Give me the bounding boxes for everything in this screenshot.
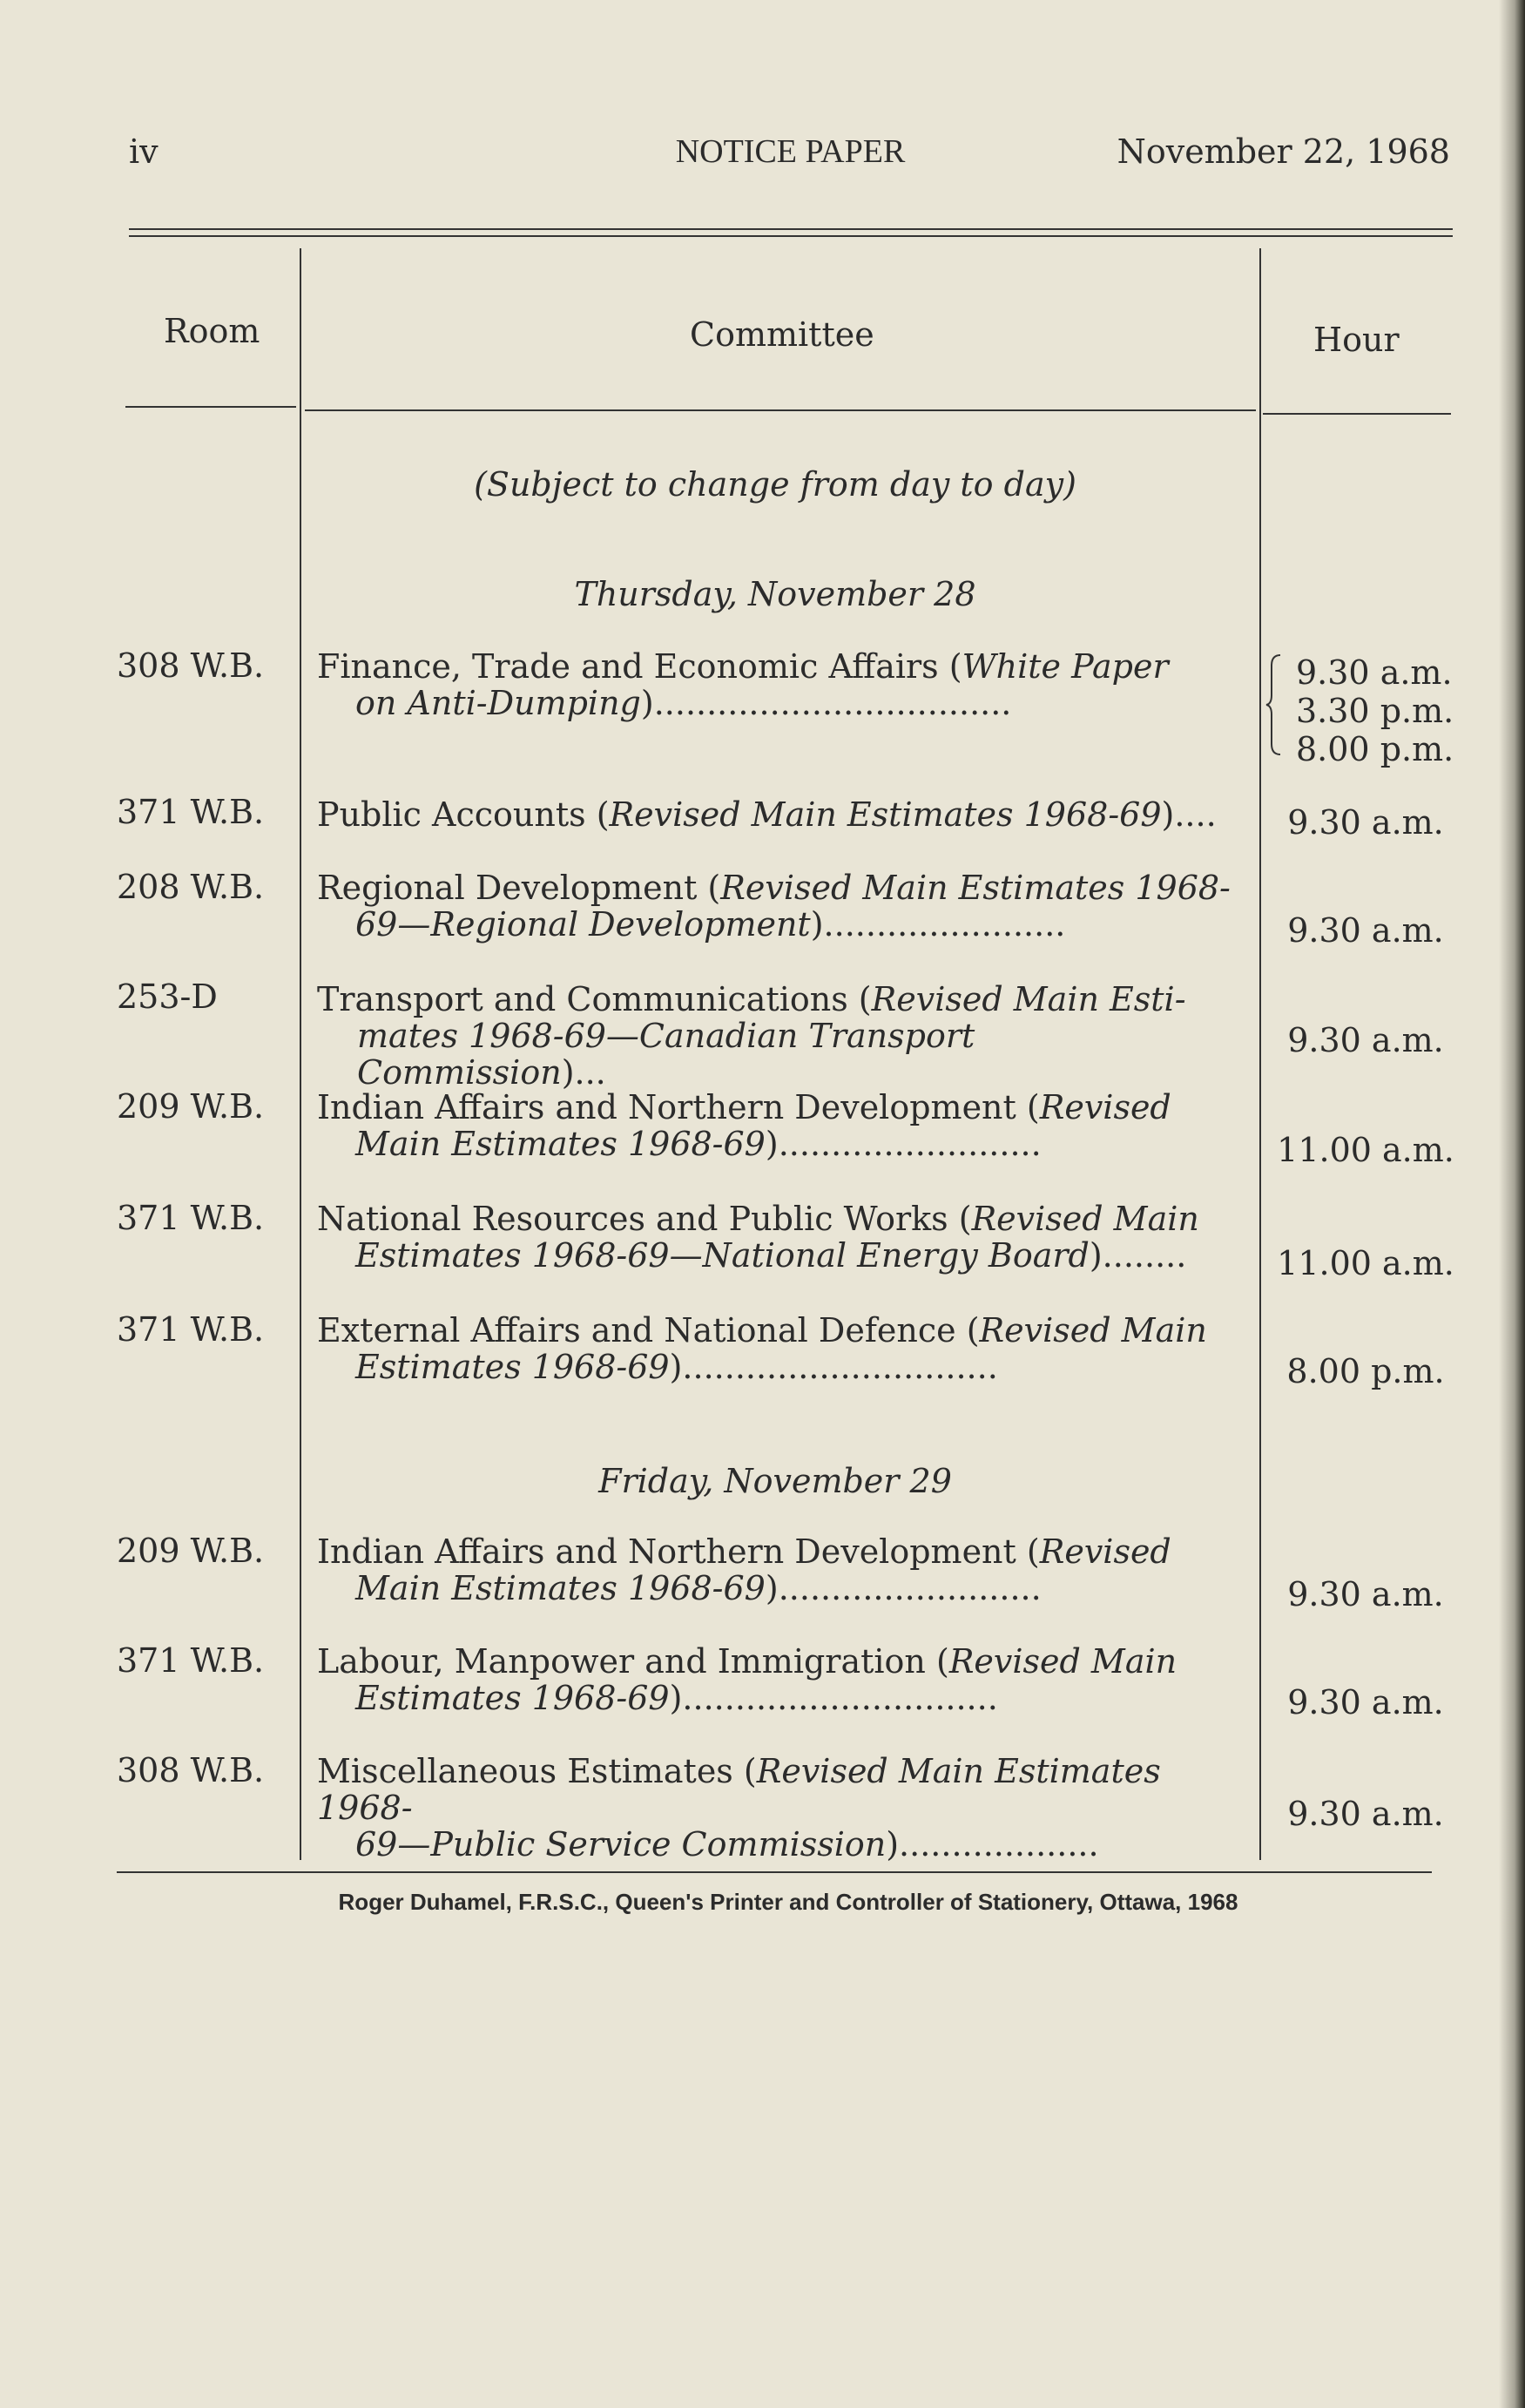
- committee-subject: Revised Main: [971, 1200, 1199, 1238]
- room-number: 208 W.B.: [117, 868, 265, 906]
- hour-value: 11.00 a.m.: [1277, 1131, 1454, 1169]
- committee-subject-cont: Main Estimates 1968-69: [355, 1125, 766, 1163]
- committee-subject-cont: 69—Regional Development: [355, 905, 811, 944]
- column-header-hour: Hour: [1313, 321, 1400, 359]
- room-number: 371 W.B.: [117, 793, 265, 831]
- committee-name: Miscellaneous Estimates (: [317, 1752, 757, 1790]
- hour-value: 9.30 a.m.: [1287, 911, 1444, 950]
- schedule-note: (Subject to change from day to day): [474, 465, 1076, 504]
- leader-dots: )........: [1089, 1236, 1187, 1275]
- header-rule-committee: [305, 409, 1256, 411]
- room-number: 308 W.B.: [117, 646, 265, 685]
- committee-name: Indian Affairs and Northern Development (: [317, 1532, 1040, 1571]
- hour-value: 9.30 a.m.: [1287, 1021, 1444, 1059]
- meeting-hours: [1296, 653, 1470, 768]
- committee-subject-cont: on Anti-Dumping: [355, 684, 641, 722]
- hour-value: 8.00 p.m.: [1296, 730, 1454, 768]
- printer-credit: Roger Duhamel, F.R.S.C., Queen's Printer and Controller of Stationery, Ottawa, 1968: [338, 1889, 1238, 1915]
- committee-entry: [317, 1201, 1231, 1274]
- page-title: NOTICE PAPER: [675, 133, 906, 170]
- hour-value: 9.30 a.m.: [1287, 1683, 1444, 1721]
- committee-entry: [317, 869, 1231, 943]
- page-edge-shadow: [1499, 0, 1525, 2408]
- hour-value: 9.30 a.m.: [1296, 653, 1453, 692]
- committee-name: Regional Development (: [317, 869, 721, 907]
- committee-name: Transport and Communications (: [317, 980, 872, 1018]
- leader-dots: )..................................: [640, 684, 1012, 722]
- hour-value: 8.00 p.m.: [1286, 1352, 1445, 1390]
- column-header-committee: Committee: [690, 315, 874, 354]
- column-divider-right: [1259, 248, 1261, 1860]
- committee-subject-cont: mates 1968-69—Canadian Transport Commission: [357, 1017, 975, 1092]
- committee-name: Indian Affairs and Northern Development (: [317, 1088, 1040, 1126]
- committee-entry: [317, 1753, 1231, 1863]
- brace-icon: [1265, 653, 1284, 756]
- committee-name: Finance, Trade and Economic Affairs (: [317, 647, 962, 686]
- committee-subject-cont: Estimates 1968-69—National Energy Board: [355, 1236, 1090, 1275]
- committee-entry: [317, 796, 1231, 833]
- header-rule-room: [125, 406, 296, 408]
- room-number: 371 W.B.: [117, 1310, 265, 1349]
- hour-value: 9.30 a.m.: [1287, 1795, 1444, 1833]
- day-heading: Friday, November 29: [598, 1462, 952, 1500]
- committee-subject: Revised Main Esti-: [871, 980, 1186, 1018]
- committee-entry: [317, 1089, 1231, 1162]
- hour-value: 3.30 p.m.: [1296, 692, 1454, 730]
- room-number: 371 W.B.: [117, 1199, 265, 1237]
- page-date: November 22, 1968: [1117, 132, 1450, 171]
- committee-subject: Revised: [1039, 1088, 1171, 1126]
- committee-subject-cont: Main Estimates 1968-69: [355, 1569, 766, 1607]
- leader-dots: )..............................: [669, 1348, 998, 1386]
- hour-value: 11.00 a.m.: [1277, 1244, 1454, 1282]
- hour-value: 9.30 a.m.: [1287, 803, 1444, 842]
- committee-subject: Revised Main Estimates 1968-: [317, 1752, 1161, 1827]
- committee-entry: [317, 1533, 1231, 1606]
- page-number: iv: [129, 132, 159, 171]
- committee-name: Labour, Manpower and Immigration (: [317, 1642, 949, 1681]
- leader-dots: )..............................: [669, 1679, 998, 1717]
- day-heading: Thursday, November 28: [574, 575, 976, 613]
- column-header-room: Room: [164, 312, 260, 350]
- committee-entry: [317, 981, 1231, 1091]
- room-number: 209 W.B.: [117, 1532, 265, 1570]
- room-number: 308 W.B.: [117, 1751, 265, 1789]
- committee-subject: Revised Main Estimates 1968-: [720, 869, 1231, 907]
- header-double-rule: [129, 228, 1453, 237]
- room-number: 253-D: [117, 977, 218, 1016]
- committee-subject: White Paper: [962, 647, 1169, 686]
- committee-subject: Revised: [1039, 1532, 1171, 1571]
- committee-subject: Revised Main Estimates 1968-69: [609, 795, 1162, 834]
- committee-name: External Affairs and National Defence (: [317, 1311, 980, 1349]
- leader-dots: )...................: [886, 1825, 1099, 1863]
- committee-name: Public Accounts (: [317, 795, 610, 834]
- committee-subject-cont: 69—Public Service Commission: [355, 1825, 887, 1863]
- room-number: 209 W.B.: [117, 1087, 265, 1126]
- committee-subject-cont: Estimates 1968-69: [355, 1348, 670, 1386]
- hour-value: 9.30 a.m.: [1287, 1575, 1444, 1613]
- committee-subject: Revised Main: [979, 1311, 1207, 1349]
- leader-dots: ).........................: [765, 1569, 1042, 1607]
- committee-entry: [317, 648, 1231, 721]
- committee-entry: [317, 1643, 1231, 1716]
- leader-dots: )....: [1161, 795, 1217, 834]
- footer-rule: [117, 1871, 1432, 1873]
- committee-subject: Revised Main: [948, 1642, 1177, 1681]
- leader-dots: ).......................: [810, 905, 1066, 944]
- committee-entry: [317, 1312, 1231, 1385]
- committee-name: National Resources and Public Works (: [317, 1200, 972, 1238]
- header-rule-hour: [1263, 413, 1451, 415]
- leader-dots: )...: [561, 1053, 606, 1092]
- room-number: 371 W.B.: [117, 1641, 265, 1680]
- leader-dots: ).........................: [765, 1125, 1042, 1163]
- committee-subject-cont: Estimates 1968-69: [355, 1679, 670, 1717]
